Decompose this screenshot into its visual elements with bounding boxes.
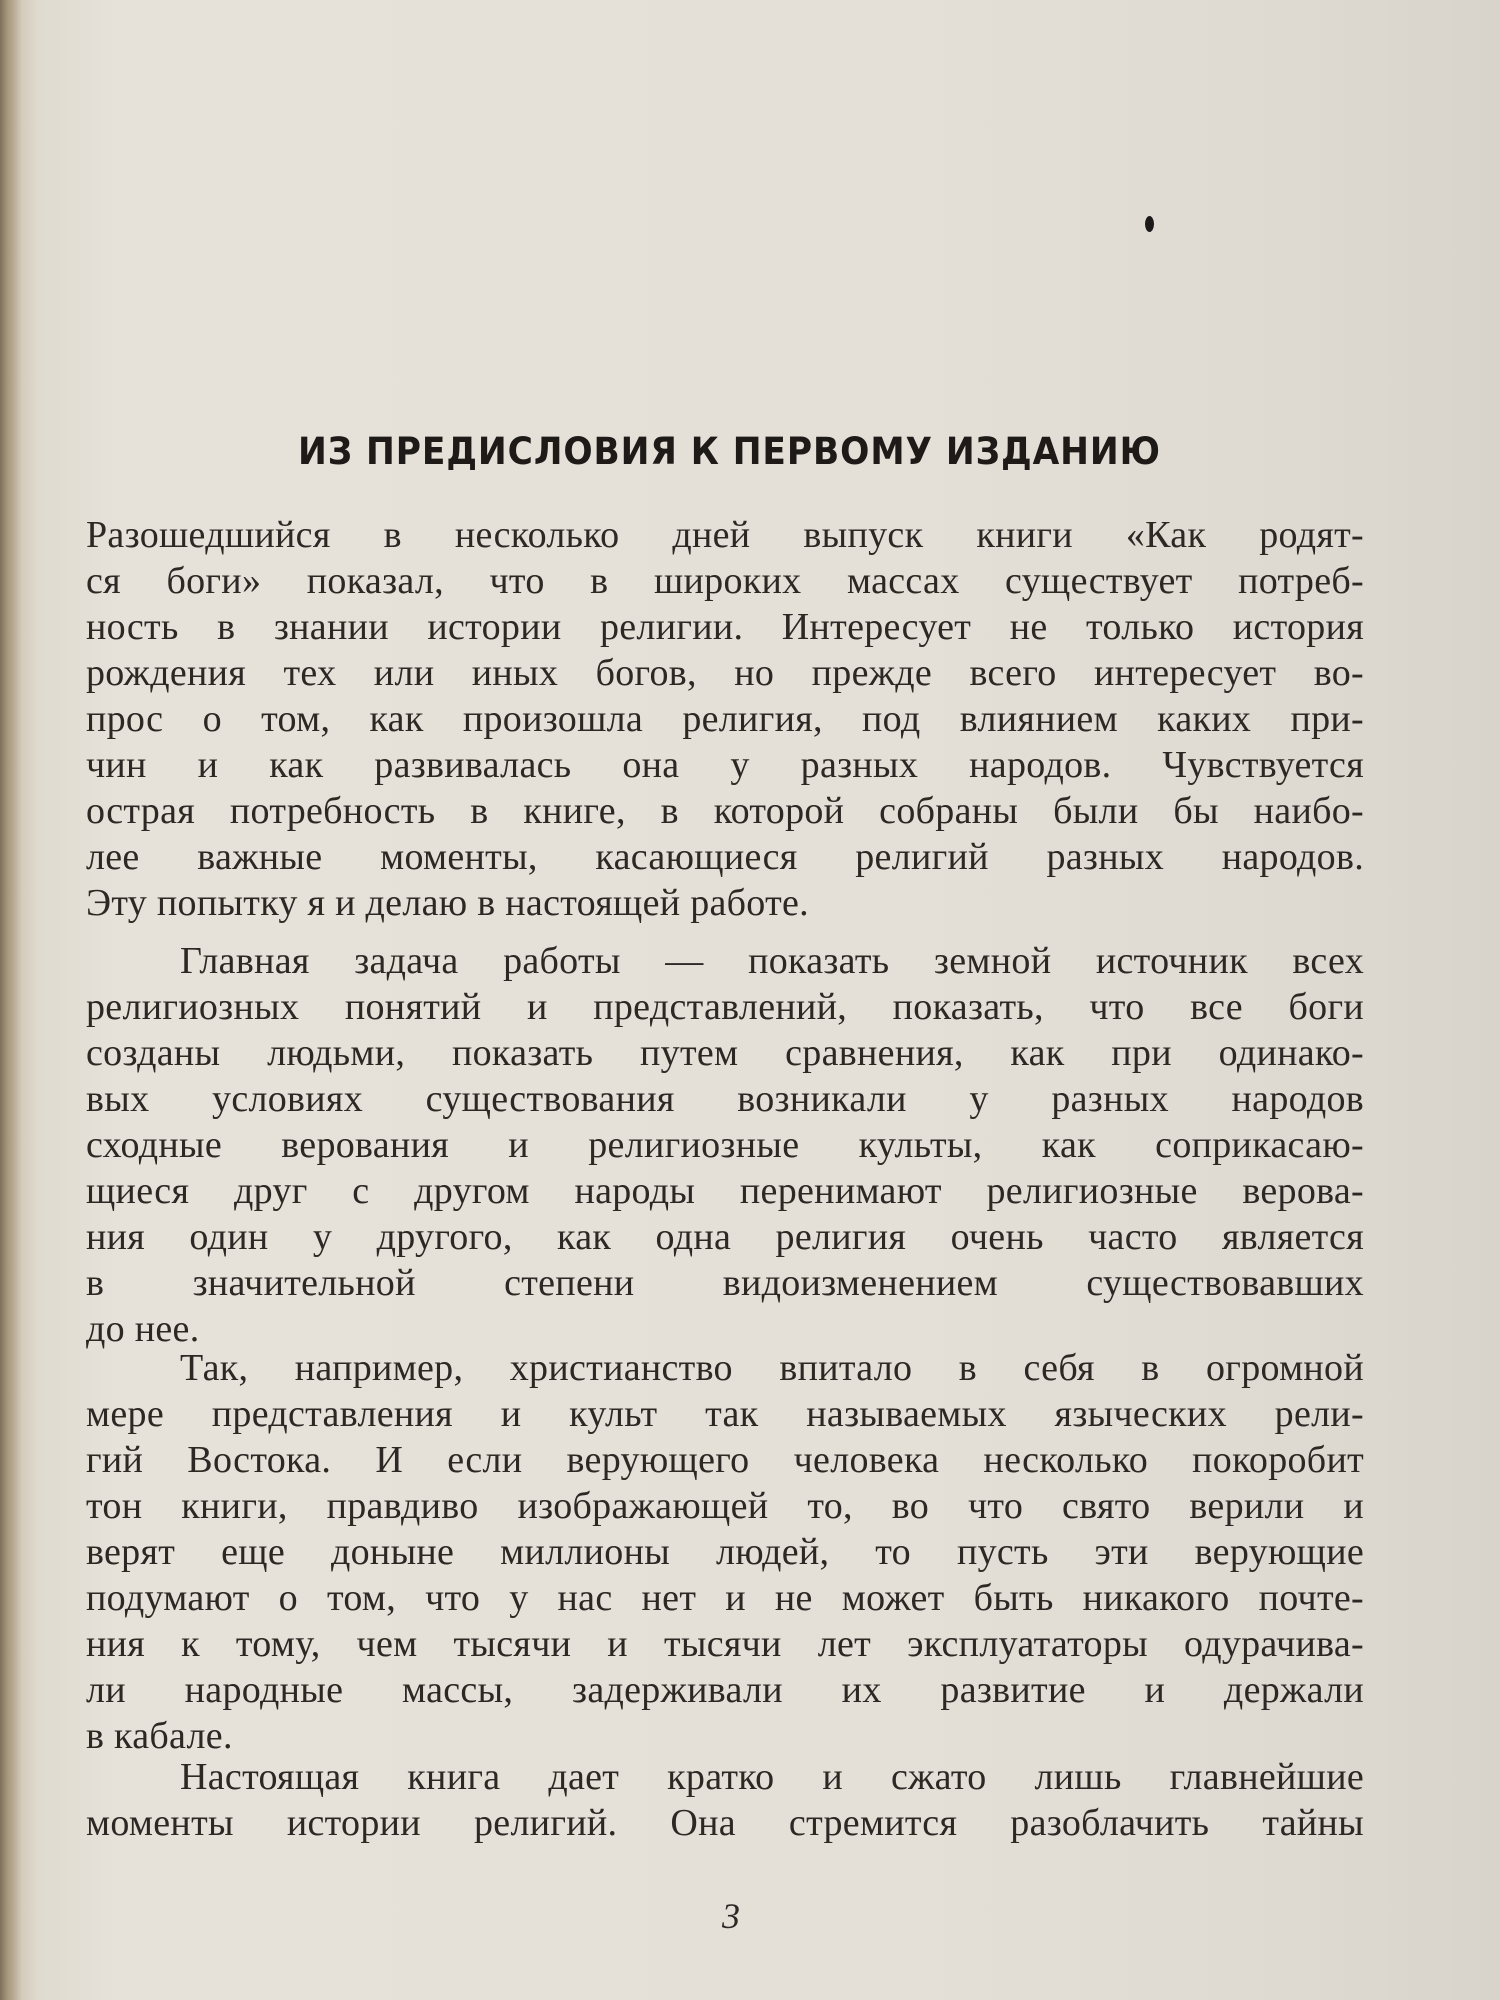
text-line: религиозных понятий и представлений, показать, что все боги [86, 986, 1364, 1028]
paragraph-2 [86, 938, 1364, 1352]
text-line: гий Востока. И если верующего человека несколько покоробит [86, 1439, 1364, 1481]
section-heading: ИЗ ПРЕДИСЛОВИЯ К ПЕРВОМУ ИЗДАНИЮ [298, 430, 1161, 473]
text-line: ся боги» показал, что в широких массах существует потреб- [86, 560, 1364, 602]
text-line: в кабале. [86, 1715, 233, 1757]
text-line: верят еще доныне миллионы людей, то пусть эти верующие [86, 1531, 1364, 1573]
text-line: Главная задача работы — показать земной источник всех [180, 940, 1364, 982]
text-line: Эту попытку я и делаю в настоящей работе. [86, 882, 809, 924]
text-line: тон книги, правдиво изображающей то, во что свято верили и [86, 1485, 1364, 1527]
text-line: в значительной степени видоизменением существовавших [86, 1262, 1364, 1304]
text-line: моменты истории религий. Она стремится разоблачить тайны [86, 1802, 1364, 1844]
text-line: ния к тому, чем тысячи и тысячи лет эксплуататоры одурачива- [86, 1623, 1364, 1665]
text-line: подумают о том, что у нас нет и не может быть никакого почте- [86, 1577, 1364, 1619]
text-line: Разошедшийся в несколько дней выпуск книги «Как родят- [86, 514, 1364, 556]
text-line: сходные верования и религиозные культы, как соприкасаю- [86, 1124, 1364, 1166]
text-line: мере представления и культ так называемых языческих рели- [86, 1393, 1364, 1435]
text-line: ния один у другого, как одна религия очень часто является [86, 1216, 1364, 1258]
page-number: 3 [722, 1896, 740, 1936]
text-line: рождения тех или иных богов, но прежде всего интересует во- [86, 652, 1364, 694]
text-line: до нее. [86, 1308, 200, 1350]
paragraph-3 [86, 1345, 1364, 1759]
paragraph-4 [86, 1754, 1364, 1846]
ink-speck [1145, 216, 1154, 232]
text-line: ность в знании истории религии. Интересует не только история [86, 606, 1364, 648]
text-line: острая потребность в книге, в которой собраны были бы наибо- [86, 790, 1364, 832]
text-line: созданы людьми, показать путем сравнения, как при одинако- [86, 1032, 1364, 1074]
text-line: лее важные моменты, касающиеся религий разных народов. [86, 836, 1364, 878]
text-line: щиеся друг с другом народы перенимают религиозные верова- [86, 1170, 1364, 1212]
text-line: Так, например, христианство впитало в себя в огромной [180, 1347, 1364, 1389]
text-line: вых условиях существования возникали у разных народов [86, 1078, 1364, 1120]
paragraph-1 [86, 512, 1364, 926]
text-line: ли народные массы, задерживали их развитие и держали [86, 1669, 1364, 1711]
text-line: Настоящая книга дает кратко и сжато лишь главнейшие [180, 1756, 1364, 1798]
text-line: прос о том, как произошла религия, под влиянием каких при- [86, 698, 1364, 740]
text-line: чин и как развивалась она у разных народов. Чувствуется [86, 744, 1364, 786]
